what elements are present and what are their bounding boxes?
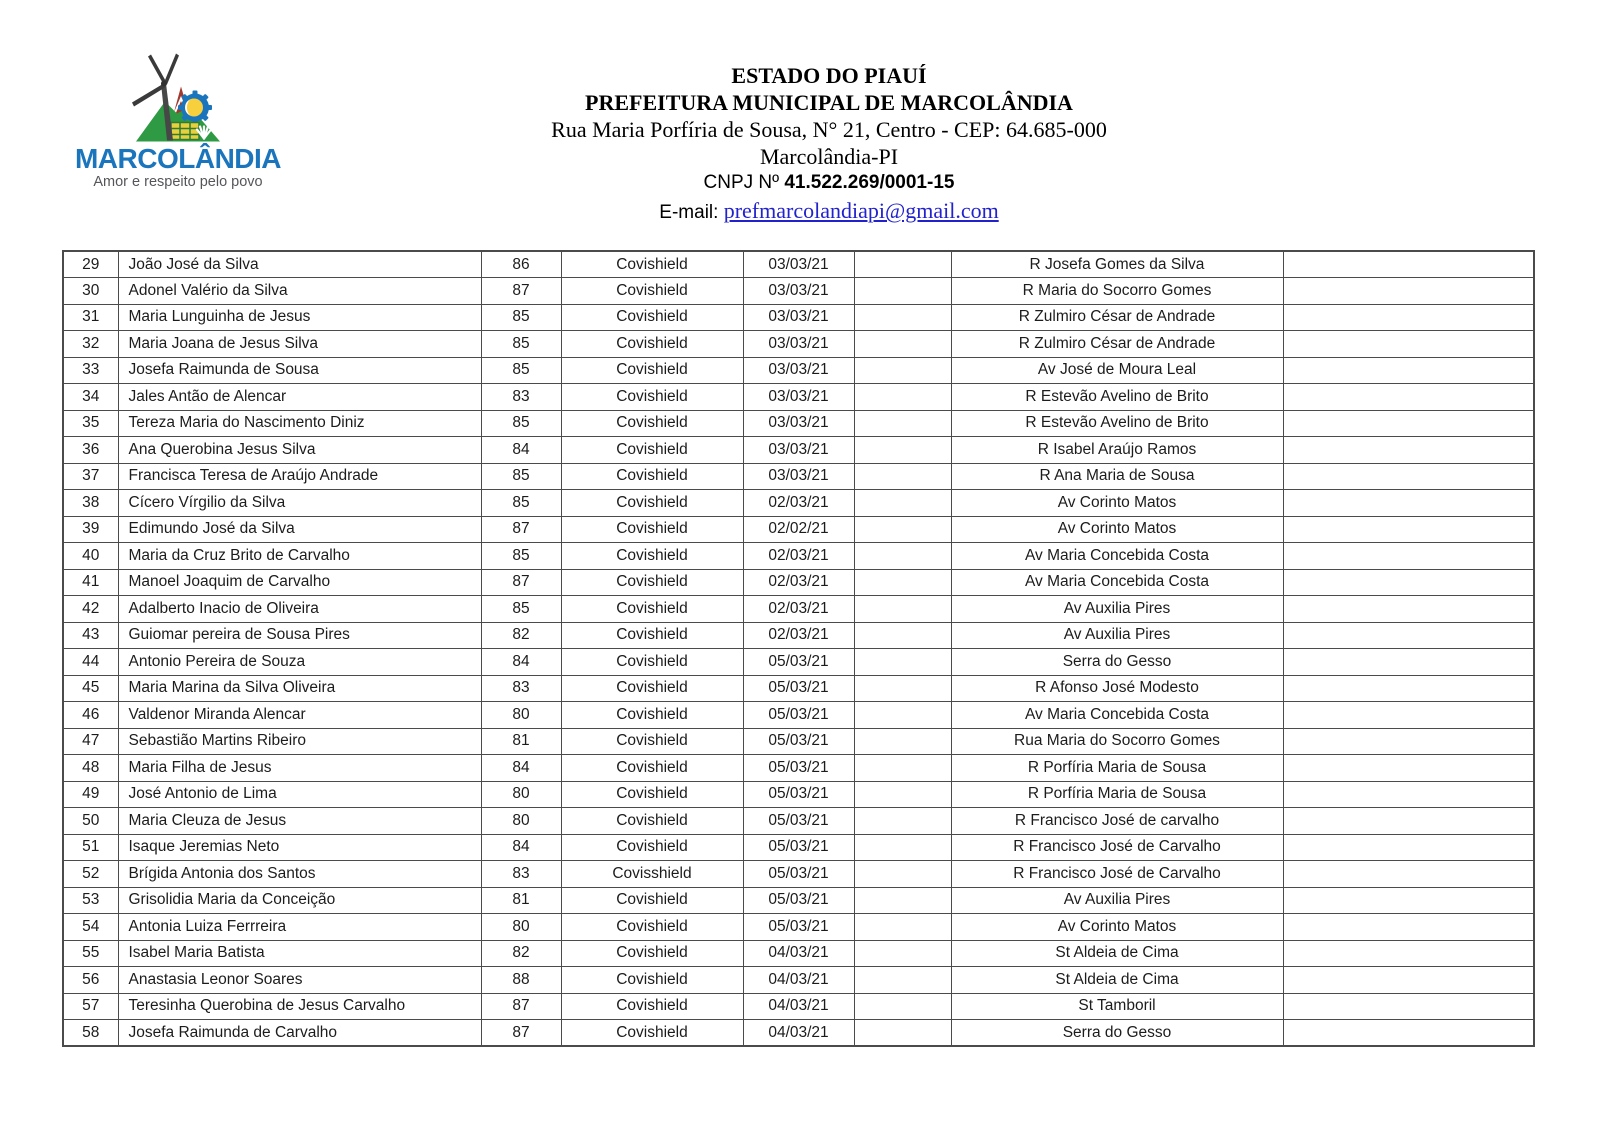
cell-vaccine: Covishield (561, 755, 743, 782)
cell-blank2 (1283, 569, 1534, 596)
cell-blank2 (1283, 914, 1534, 941)
cell-blank1 (854, 463, 951, 490)
cell-address: St Aldeia de Cima (951, 940, 1283, 967)
cell-blank2 (1283, 357, 1534, 384)
cell-num: 53 (63, 887, 118, 914)
cnpj-line (229, 170, 1429, 196)
address-line: Rua Maria Porfíria de Sousa, N° 21, Centro - CEP: 64.685-000 (551, 117, 1107, 142)
cell-blank2 (1283, 278, 1534, 305)
cell-address: R Francisco José de Carvalho (951, 834, 1283, 861)
cell-blank2 (1283, 675, 1534, 702)
cell-name: Josefa Raimunda de Carvalho (118, 1020, 481, 1047)
cell-age: 85 (481, 357, 561, 384)
cell-age: 87 (481, 569, 561, 596)
cell-num: 31 (63, 304, 118, 331)
cell-address: R Zulmiro César de Andrade (951, 331, 1283, 358)
cell-blank2 (1283, 755, 1534, 782)
cell-name: Adonel Valério da Silva (118, 278, 481, 305)
cell-num: 37 (63, 463, 118, 490)
cell-name: José Antonio de Lima (118, 781, 481, 808)
cell-vaccine: Covisshield (561, 861, 743, 888)
cell-vaccine: Covishield (561, 914, 743, 941)
table-row (63, 755, 1534, 782)
cell-vaccine: Covishield (561, 967, 743, 994)
cell-blank1 (854, 967, 951, 994)
cell-name: Anastasia Leonor Soares (118, 967, 481, 994)
cell-address: Av Corinto Matos (951, 490, 1283, 517)
cell-name: Jales Antão de Alencar (118, 384, 481, 411)
cell-blank1 (854, 887, 951, 914)
email-link[interactable]: prefmarcolandiapi@gmail.com (723, 198, 999, 223)
cell-name: Tereza Maria do Nascimento Diniz (118, 410, 481, 437)
cell-name: Ana Querobina Jesus Silva (118, 437, 481, 464)
cell-age: 85 (481, 543, 561, 570)
cell-name: Grisolidia Maria da Conceição (118, 887, 481, 914)
cell-blank1 (854, 622, 951, 649)
cell-date: 03/03/21 (743, 331, 854, 358)
cell-blank1 (854, 781, 951, 808)
cnpj-value: 41.522.269/0001-15 (784, 172, 955, 193)
cell-address: Av Corinto Matos (951, 914, 1283, 941)
cell-vaccine: Covishield (561, 993, 743, 1020)
cell-vaccine: Covishield (561, 834, 743, 861)
cell-blank1 (854, 861, 951, 888)
cell-address: Av Corinto Matos (951, 516, 1283, 543)
cell-address: R Isabel Araújo Ramos (951, 437, 1283, 464)
cell-name: Josefa Raimunda de Sousa (118, 357, 481, 384)
cell-blank2 (1283, 781, 1534, 808)
cell-date: 04/03/21 (743, 1020, 854, 1047)
table-row (63, 304, 1534, 331)
cell-num: 51 (63, 834, 118, 861)
table-row (63, 834, 1534, 861)
cell-date: 03/03/21 (743, 251, 854, 278)
cell-date: 03/03/21 (743, 304, 854, 331)
cell-address: St Tamboril (951, 993, 1283, 1020)
windmill-hill-logo-icon (130, 50, 226, 146)
logo-city-name: MARCOLÂNDIA (74, 143, 282, 174)
records-tbody (63, 251, 1534, 1046)
cell-num: 39 (63, 516, 118, 543)
cell-age: 82 (481, 622, 561, 649)
cell-address: Av José de Moura Leal (951, 357, 1283, 384)
cell-blank1 (854, 304, 951, 331)
cell-num: 40 (63, 543, 118, 570)
cell-num: 29 (63, 251, 118, 278)
cell-date: 05/03/21 (743, 781, 854, 808)
cell-blank2 (1283, 940, 1534, 967)
cell-address: R Estevão Avelino de Brito (951, 410, 1283, 437)
cell-num: 38 (63, 490, 118, 517)
cell-address: R Francisco José de Carvalho (951, 861, 1283, 888)
cell-age: 84 (481, 834, 561, 861)
cell-vaccine: Covishield (561, 410, 743, 437)
cell-age: 85 (481, 410, 561, 437)
cell-name: Antonio Pereira de Souza (118, 649, 481, 676)
cell-date: 02/03/21 (743, 569, 854, 596)
cell-address: Serra do Gesso (951, 1020, 1283, 1047)
cell-date: 05/03/21 (743, 675, 854, 702)
cell-age: 84 (481, 437, 561, 464)
cell-vaccine: Covishield (561, 543, 743, 570)
cell-address: R Porfíria Maria de Sousa (951, 781, 1283, 808)
cell-num: 52 (63, 861, 118, 888)
cell-blank2 (1283, 384, 1534, 411)
cell-blank1 (854, 702, 951, 729)
cell-num: 49 (63, 781, 118, 808)
cell-vaccine: Covishield (561, 596, 743, 623)
table-row (63, 622, 1534, 649)
cell-date: 03/03/21 (743, 357, 854, 384)
cnpj-label: CNPJ Nº (703, 172, 780, 193)
cell-blank1 (854, 490, 951, 517)
cell-date: 02/03/21 (743, 622, 854, 649)
table-row (63, 861, 1534, 888)
cell-address: St Aldeia de Cima (951, 967, 1283, 994)
cell-vaccine: Covishield (561, 675, 743, 702)
cell-blank2 (1283, 410, 1534, 437)
table-row (63, 463, 1534, 490)
cell-blank2 (1283, 490, 1534, 517)
cell-address: Av Maria Concebida Costa (951, 543, 1283, 570)
table-row (63, 914, 1534, 941)
cell-blank1 (854, 649, 951, 676)
cell-age: 83 (481, 384, 561, 411)
cell-vaccine: Covishield (561, 887, 743, 914)
cell-num: 56 (63, 967, 118, 994)
cell-address: Serra do Gesso (951, 649, 1283, 676)
cell-blank1 (854, 914, 951, 941)
cell-num: 47 (63, 728, 118, 755)
cell-blank2 (1283, 251, 1534, 278)
cell-name: Sebastião Martins Ribeiro (118, 728, 481, 755)
cell-age: 80 (481, 702, 561, 729)
cell-vaccine: Covishield (561, 702, 743, 729)
cell-blank2 (1283, 887, 1534, 914)
logo-tagline: Amor e respeito pelo povo (93, 174, 263, 190)
cell-address: Av Auxilia Pires (951, 887, 1283, 914)
cell-name: Francisca Teresa de Araújo Andrade (118, 463, 481, 490)
cell-date: 03/03/21 (743, 278, 854, 305)
table-row (63, 596, 1534, 623)
cell-age: 87 (481, 1020, 561, 1047)
cell-num: 30 (63, 278, 118, 305)
cell-blank2 (1283, 331, 1534, 358)
cell-blank1 (854, 993, 951, 1020)
cell-vaccine: Covishield (561, 622, 743, 649)
cell-age: 85 (481, 304, 561, 331)
cell-num: 46 (63, 702, 118, 729)
cell-date: 05/03/21 (743, 808, 854, 835)
table-row (63, 808, 1534, 835)
cell-name: Maria Lunguinha de Jesus (118, 304, 481, 331)
cell-blank2 (1283, 1020, 1534, 1047)
table-row (63, 384, 1534, 411)
cell-age: 81 (481, 728, 561, 755)
cell-address: Av Maria Concebida Costa (951, 702, 1283, 729)
cell-name: Maria Joana de Jesus Silva (118, 331, 481, 358)
cell-num: 42 (63, 596, 118, 623)
cell-age: 85 (481, 596, 561, 623)
vaccination-table (62, 250, 1535, 1047)
cell-blank1 (854, 384, 951, 411)
cell-date: 05/03/21 (743, 728, 854, 755)
municipality-title: PREFEITURA MUNICIPAL DE MARCOLÂNDIA (585, 90, 1073, 115)
cell-num: 35 (63, 410, 118, 437)
table-row (63, 490, 1534, 517)
table-row (63, 278, 1534, 305)
cell-address: Av Maria Concebida Costa (951, 569, 1283, 596)
cell-blank1 (854, 808, 951, 835)
table-row (63, 543, 1534, 570)
cell-address: R Maria do Socorro Gomes (951, 278, 1283, 305)
cell-age: 80 (481, 914, 561, 941)
cell-blank2 (1283, 516, 1534, 543)
state-title: ESTADO DO PIAUÍ (731, 63, 927, 88)
cell-name: Valdenor Miranda Alencar (118, 702, 481, 729)
cell-name: João José da Silva (118, 251, 481, 278)
cell-name: Cícero Vírgilio da Silva (118, 490, 481, 517)
cell-name: Maria Cleuza de Jesus (118, 808, 481, 835)
cell-blank2 (1283, 861, 1534, 888)
cell-blank2 (1283, 728, 1534, 755)
cell-vaccine: Covishield (561, 463, 743, 490)
cell-blank2 (1283, 808, 1534, 835)
cell-vaccine: Covishield (561, 781, 743, 808)
cell-blank1 (854, 251, 951, 278)
cell-blank1 (854, 437, 951, 464)
cell-blank1 (854, 410, 951, 437)
cell-blank1 (854, 755, 951, 782)
cell-date: 02/02/21 (743, 516, 854, 543)
cell-address: Av Auxilia Pires (951, 596, 1283, 623)
cell-age: 85 (481, 463, 561, 490)
cell-age: 87 (481, 516, 561, 543)
cell-blank2 (1283, 993, 1534, 1020)
cell-age: 87 (481, 278, 561, 305)
cell-blank2 (1283, 596, 1534, 623)
cell-vaccine: Covishield (561, 728, 743, 755)
cell-date: 03/03/21 (743, 463, 854, 490)
cell-vaccine: Covishield (561, 490, 743, 517)
cell-address: Av Auxilia Pires (951, 622, 1283, 649)
cell-age: 80 (481, 808, 561, 835)
table-row (63, 781, 1534, 808)
cell-address: R Zulmiro César de Andrade (951, 304, 1283, 331)
table-row (63, 993, 1534, 1020)
table-row (63, 702, 1534, 729)
cell-blank1 (854, 596, 951, 623)
table-row (63, 940, 1534, 967)
cell-vaccine: Covishield (561, 384, 743, 411)
cell-vaccine: Covishield (561, 569, 743, 596)
table-row (63, 437, 1534, 464)
cell-vaccine: Covishield (561, 516, 743, 543)
cell-date: 04/03/21 (743, 993, 854, 1020)
cell-num: 34 (63, 384, 118, 411)
letterhead-text (229, 62, 1429, 227)
table-row (63, 1020, 1534, 1047)
cell-num: 45 (63, 675, 118, 702)
cell-date: 02/03/21 (743, 596, 854, 623)
cell-name: Guiomar pereira de Sousa Pires (118, 622, 481, 649)
cell-name: Manoel Joaquim de Carvalho (118, 569, 481, 596)
email-label: E-mail: (659, 202, 719, 223)
cell-vaccine: Covishield (561, 649, 743, 676)
cell-vaccine: Covishield (561, 251, 743, 278)
cell-name: Isaque Jeremias Neto (118, 834, 481, 861)
cell-age: 86 (481, 251, 561, 278)
cell-num: 50 (63, 808, 118, 835)
cell-address: R Francisco José de carvalho (951, 808, 1283, 835)
cell-num: 58 (63, 1020, 118, 1047)
cell-address: R Porfíria Maria de Sousa (951, 755, 1283, 782)
table-row (63, 516, 1534, 543)
cell-num: 48 (63, 755, 118, 782)
cell-num: 54 (63, 914, 118, 941)
cell-blank2 (1283, 834, 1534, 861)
cell-date: 03/03/21 (743, 410, 854, 437)
cell-blank1 (854, 940, 951, 967)
cell-num: 32 (63, 331, 118, 358)
cell-vaccine: Covishield (561, 278, 743, 305)
cell-date: 05/03/21 (743, 755, 854, 782)
cell-age: 85 (481, 331, 561, 358)
cell-address: R Afonso José Modesto (951, 675, 1283, 702)
cell-name: Teresinha Querobina de Jesus Carvalho (118, 993, 481, 1020)
cell-date: 05/03/21 (743, 887, 854, 914)
cell-blank1 (854, 331, 951, 358)
cell-vaccine: Covishield (561, 331, 743, 358)
cell-name: Edimundo José da Silva (118, 516, 481, 543)
cell-address: Rua Maria do Socorro Gomes (951, 728, 1283, 755)
cell-num: 41 (63, 569, 118, 596)
cell-age: 87 (481, 993, 561, 1020)
table-row (63, 331, 1534, 358)
cell-blank1 (854, 278, 951, 305)
cell-blank2 (1283, 622, 1534, 649)
email-line (229, 196, 1429, 227)
table-row (63, 728, 1534, 755)
cell-name: Isabel Maria Batista (118, 940, 481, 967)
cell-age: 82 (481, 940, 561, 967)
cell-date: 05/03/21 (743, 914, 854, 941)
table-row (63, 649, 1534, 676)
cell-name: Adalberto Inacio de Oliveira (118, 596, 481, 623)
cell-date: 05/03/21 (743, 861, 854, 888)
cell-date: 03/03/21 (743, 437, 854, 464)
table-row (63, 357, 1534, 384)
cell-vaccine: Covishield (561, 940, 743, 967)
cell-num: 57 (63, 993, 118, 1020)
cell-blank1 (854, 834, 951, 861)
cell-address: R Josefa Gomes da Silva (951, 251, 1283, 278)
table-row (63, 410, 1534, 437)
table-row (63, 251, 1534, 278)
cell-num: 43 (63, 622, 118, 649)
cell-blank2 (1283, 543, 1534, 570)
cell-vaccine: Covishield (561, 304, 743, 331)
cell-age: 84 (481, 755, 561, 782)
cell-date: 04/03/21 (743, 940, 854, 967)
table-row (63, 569, 1534, 596)
cell-age: 83 (481, 675, 561, 702)
cell-date: 05/03/21 (743, 702, 854, 729)
cell-name: Brígida Antonia dos Santos (118, 861, 481, 888)
cell-date: 02/03/21 (743, 543, 854, 570)
cell-blank1 (854, 675, 951, 702)
cell-age: 85 (481, 490, 561, 517)
cell-num: 36 (63, 437, 118, 464)
cell-age: 88 (481, 967, 561, 994)
cell-blank2 (1283, 463, 1534, 490)
cell-name: Maria Marina da Silva Oliveira (118, 675, 481, 702)
cell-blank2 (1283, 649, 1534, 676)
cell-num: 55 (63, 940, 118, 967)
cell-blank1 (854, 569, 951, 596)
cell-blank1 (854, 1020, 951, 1047)
cell-name: Maria Filha de Jesus (118, 755, 481, 782)
cell-blank2 (1283, 437, 1534, 464)
cell-age: 80 (481, 781, 561, 808)
cell-vaccine: Covishield (561, 357, 743, 384)
cell-date: 03/03/21 (743, 384, 854, 411)
cell-address: R Ana Maria de Sousa (951, 463, 1283, 490)
cell-blank1 (854, 728, 951, 755)
cell-blank2 (1283, 967, 1534, 994)
cell-blank2 (1283, 304, 1534, 331)
cell-vaccine: Covishield (561, 1020, 743, 1047)
cell-vaccine: Covishield (561, 808, 743, 835)
cell-age: 84 (481, 649, 561, 676)
cell-date: 05/03/21 (743, 649, 854, 676)
cell-blank2 (1283, 702, 1534, 729)
cell-name: Antonia Luiza Ferrreira (118, 914, 481, 941)
cell-address: R Estevão Avelino de Brito (951, 384, 1283, 411)
cell-date: 02/03/21 (743, 490, 854, 517)
cell-blank1 (854, 516, 951, 543)
cell-name: Maria da Cruz Brito de Carvalho (118, 543, 481, 570)
cell-num: 33 (63, 357, 118, 384)
table-row (63, 675, 1534, 702)
cell-date: 05/03/21 (743, 834, 854, 861)
cell-num: 44 (63, 649, 118, 676)
cell-blank1 (854, 543, 951, 570)
table-row (63, 967, 1534, 994)
cell-age: 83 (481, 861, 561, 888)
cell-date: 04/03/21 (743, 967, 854, 994)
cell-vaccine: Covishield (561, 437, 743, 464)
cell-age: 81 (481, 887, 561, 914)
cell-blank1 (854, 357, 951, 384)
city-state-line: Marcolândia-PI (759, 144, 899, 169)
table-row (63, 887, 1534, 914)
